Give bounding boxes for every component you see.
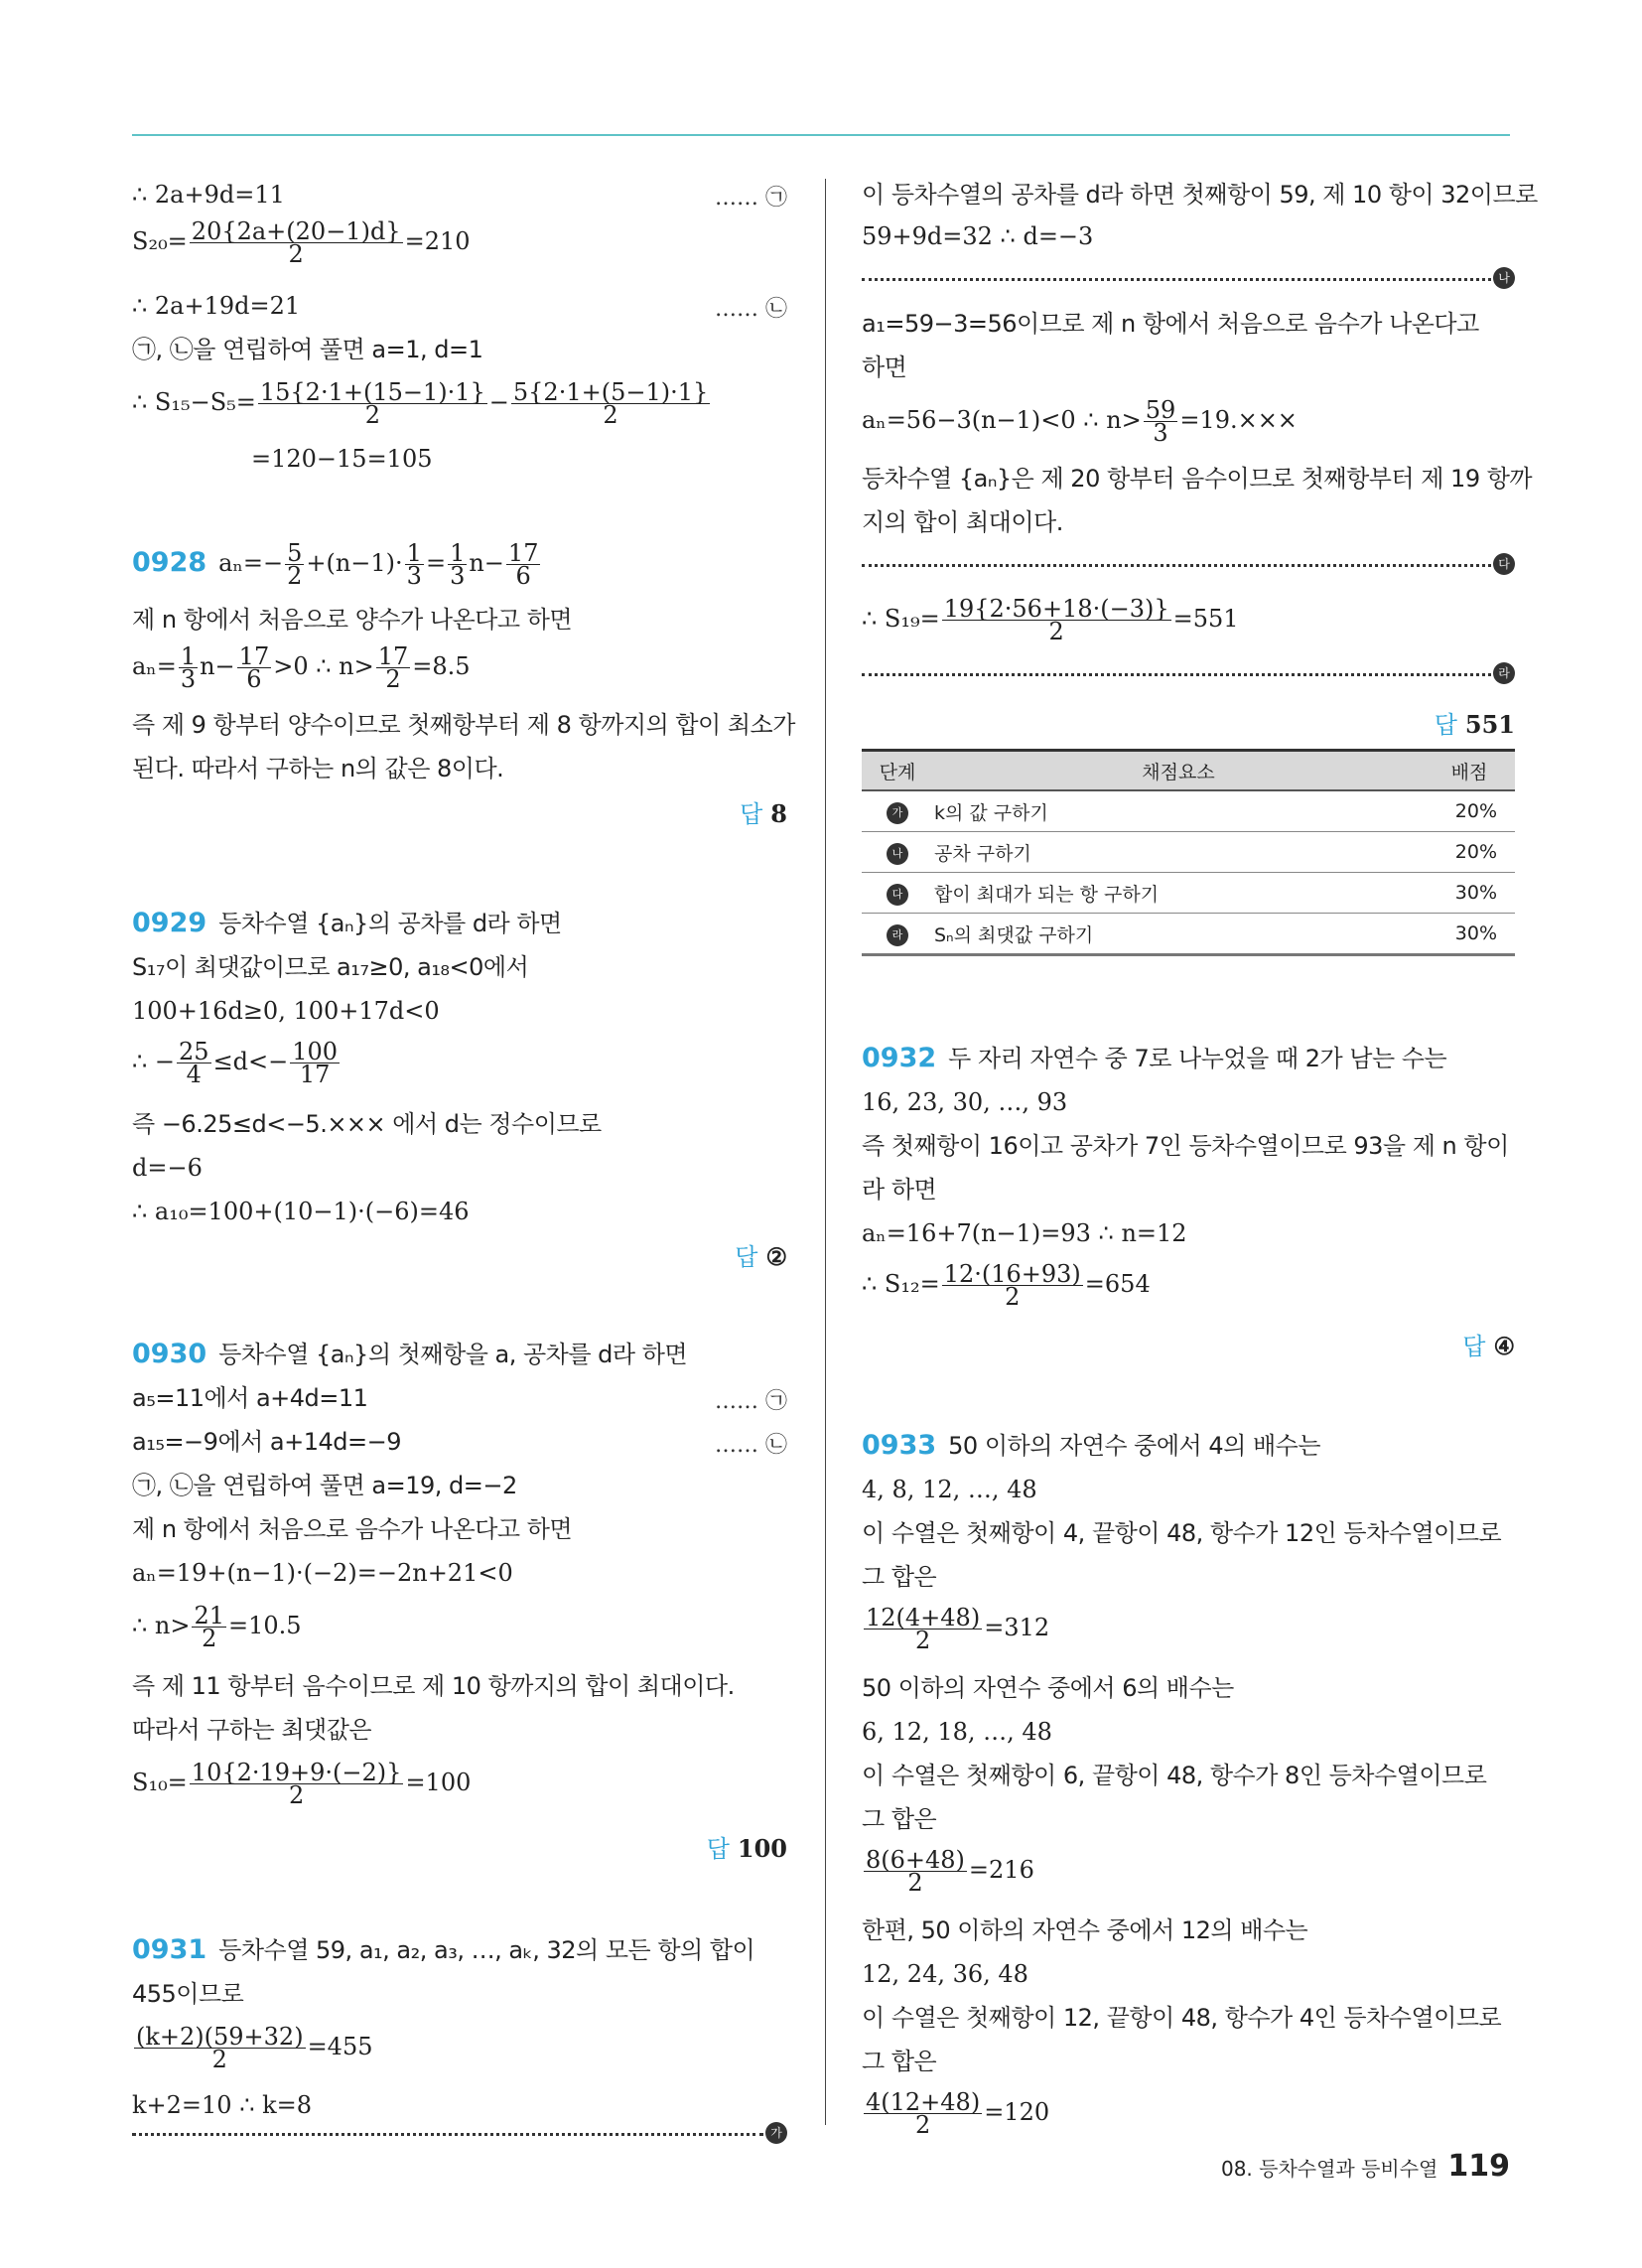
text-line: 이 수열은 첫째항이 6, 끝항이 48, 항수가 8인 등차수열이므로 [862, 1762, 1487, 1789]
table-row [862, 832, 1515, 873]
dotted-separator [132, 2133, 763, 2136]
text-line: a₅=11에서 a+4d=11 [132, 1384, 368, 1412]
scoring-table [862, 749, 1515, 956]
equation-marker: …… ㉡ [715, 297, 787, 322]
text-line: 하면 [862, 354, 907, 381]
table-cell: k의 값 구하기 [933, 790, 1424, 832]
dotted-separator [862, 564, 1491, 567]
text-line: ∴ S₁₂= $\frac{12\cdot(16+93)}{2}$ =654 [862, 1260, 1151, 1311]
text-line: 455이므로 [132, 1980, 244, 2008]
answer: 답 551 [1434, 710, 1515, 739]
step-marker: 라 [1493, 662, 1515, 684]
text-line: k+2=10 ∴ k=8 [132, 2091, 313, 2119]
answer: 답 8 [740, 799, 787, 828]
text-line: 등차수열 {aₙ}은 제 20 항부터 음수이므로 첫째항부터 제 19 항까 [862, 465, 1533, 493]
problem-0930-head: 0930 등차수열 {aₙ}의 첫째항을 a, 공차를 d라 하면 [132, 1339, 688, 1369]
text-line: a₁=59−3=56이므로 제 n 항에서 처음으로 음수가 나온다고 [862, 310, 1479, 338]
text-line: ㉠, ㉡을 연립하여 풀면 a=1, d=1 [132, 336, 483, 363]
problem-0931-head: 0931 등차수열 59, a₁, a₂, a₃, …, aₖ, 32의 모든 항의 합이 [132, 1934, 755, 1965]
text-line: 따라서 구하는 최댓값은 [132, 1716, 372, 1744]
text-line: 한편, 50 이하의 자연수 중에서 12의 배수는 [862, 1916, 1308, 1944]
table-row [862, 790, 1515, 832]
text-line: 12, 24, 36, 48 [862, 1960, 1028, 1988]
text-line: 이 등차수열의 공차를 d라 하면 첫째항이 59, 제 10 항이 32이므로 [862, 181, 1538, 209]
problem-0932-head: 0932 두 자리 자연수 중 7로 나누었을 때 2가 남는 수는 [862, 1043, 1447, 1073]
text-line: 6, 12, 18, …, 48 [862, 1718, 1052, 1746]
text-line: 지의 합이 최대이다. [862, 508, 1063, 536]
table-row [862, 914, 1515, 955]
problem-number: 0933 [862, 1430, 937, 1461]
page-number: 119 [1447, 2149, 1510, 2184]
table-header: 단계 [862, 751, 933, 791]
problem-0929-head: 0929 등차수열 {aₙ}의 공차를 d라 하면 [132, 908, 562, 938]
equation-marker: …… ㉠ [715, 186, 787, 211]
step-badge: 다 [887, 884, 908, 906]
step-badge: 라 [887, 924, 908, 946]
text-line: aₙ=56−3(n−1)<0 ∴ n> $\frac{59}{3}$ =19.××× [862, 396, 1298, 447]
text-line: S₁₇이 최댓값이므로 a₁₇≥0, a₁₈<0에서 [132, 953, 529, 981]
text-line: S₂₀= $\frac{20\{2a+(20-1)d\}}{2}$ =210 [132, 217, 471, 268]
equation-marker: …… ㉠ [715, 1389, 787, 1414]
text-line: 즉 −6.25≤d<−5.××× 에서 d는 정수이므로 [132, 1110, 602, 1138]
step-badge: 나 [887, 843, 908, 865]
text-line: 16, 23, 30, …, 93 [862, 1088, 1068, 1116]
step-badge: 가 [887, 802, 908, 824]
problem-number: 0932 [862, 1043, 937, 1073]
table-cell: 30% [1424, 914, 1515, 955]
problem-0933-head: 0933 50 이하의 자연수 중에서 4의 배수는 [862, 1430, 1321, 1461]
text-line: 이 수열은 첫째항이 12, 끝항이 48, 항수가 4인 등차수열이므로 [862, 2004, 1502, 2032]
fraction: $\frac{20\{2a+(20-1)d\}}{2}$ [191, 217, 401, 268]
text-line: 제 n 항에서 처음으로 양수가 나온다고 하면 [132, 606, 573, 634]
table-cell: Sₙ의 최댓값 구하기 [933, 914, 1424, 955]
text-line: $\frac{12(4+48)}{2}$ =312 [866, 1604, 1050, 1654]
text-line: S₁₀= $\frac{10\{2\cdot 19+9\cdot(-2)\}}{2}$ =100 [132, 1759, 472, 1809]
step-marker: 다 [1493, 553, 1515, 575]
text-line: 된다. 따라서 구하는 n의 값은 8이다. [132, 755, 504, 782]
text-line: $\frac{(k+2)(59+32)}{2}$ =455 [136, 2023, 373, 2073]
step-marker: 가 [765, 2122, 787, 2144]
problem-0928-head: 0928 aₙ=− $\frac{5}{2}$ +(n−1)· $\frac{1}{3}$ = $\frac{1}{3}$ n− $\frac{17}{6}$ [132, 539, 539, 590]
text-line: 4, 8, 12, …, 48 [862, 1476, 1037, 1503]
table-cell: 20% [1424, 832, 1515, 873]
answer: 답 ④ [1462, 1332, 1515, 1360]
text-line: 59+9d=32 ∴ d=−3 [862, 222, 1094, 250]
dotted-separator [862, 673, 1491, 676]
text-line: $\frac{8(6+48)}{2}$ =216 [866, 1846, 1034, 1897]
text-line: aₙ=19+(n−1)·(−2)=−2n+21<0 [132, 1559, 513, 1587]
text-line: 그 합은 [862, 1805, 937, 1833]
table-header: 배점 [1424, 751, 1515, 791]
text-line: aₙ= $\frac{1}{3}$ n− $\frac{17}{6}$ >0 ∴ n> $\frac{17}{2}$ =8.5 [132, 642, 471, 693]
text-line: 제 n 항에서 처음으로 음수가 나온다고 하면 [132, 1515, 573, 1543]
text-line: ∴ S₁₅−S₅= $\frac{15\{2\cdot 1+(15-1)\cdot 1\}}{2}$ − $\frac{5\{2\cdot 1+(5-1)\cdot 1\}}{2}$ [132, 378, 709, 429]
text-line: 즉 제 9 항부터 양수이므로 첫째항부터 제 8 항까지의 합이 최소가 [132, 711, 795, 739]
text-line: ∴ a₁₀=100+(10−1)·(−6)=46 [132, 1198, 470, 1225]
text-line: $\frac{4(12+48)}{2}$ =120 [866, 2088, 1050, 2139]
problem-number: 0930 [132, 1339, 207, 1369]
text-line: a₁₅=−9에서 a+14d=−9 [132, 1428, 402, 1456]
column-divider [825, 179, 826, 2125]
text-line: aₙ=16+7(n−1)=93 ∴ n=12 [862, 1219, 1187, 1247]
table-cell: 20% [1424, 790, 1515, 832]
text-line: 즉 제 11 항부터 음수이므로 제 10 항까지의 합이 최대이다. [132, 1672, 735, 1700]
table-row [862, 873, 1515, 914]
dotted-separator [862, 278, 1491, 281]
text-line: =120−15=105 [251, 445, 433, 473]
step-marker: 나 [1493, 267, 1515, 289]
text-line: ∴ 2a+9d=11 [132, 181, 285, 209]
problem-number: 0928 [132, 547, 207, 578]
text-line: 이 수열은 첫째항이 4, 끝항이 48, 항수가 12인 등차수열이므로 [862, 1519, 1502, 1547]
table-header: 채점요소 [933, 751, 1424, 791]
answer: 답 ② [735, 1242, 787, 1271]
text-line: 즉 첫째항이 16이고 공차가 7인 등차수열이므로 93을 제 n 항이 [862, 1132, 1509, 1160]
text-line: ∴ S₁₉= $\frac{19\{2\cdot 56+18\cdot(-3)\}}{2}$ =551 [862, 595, 1239, 645]
text-line: 라 하면 [862, 1176, 937, 1204]
table-cell: 합이 최대가 되는 항 구하기 [933, 873, 1424, 914]
header-rule [132, 134, 1510, 136]
equation-marker: …… ㉡ [715, 1433, 787, 1458]
text-line: 50 이하의 자연수 중에서 6의 배수는 [862, 1674, 1234, 1702]
text-line: 그 합은 [862, 2048, 937, 2075]
answer: 답 100 [706, 1834, 787, 1863]
table-cell: 공차 구하기 [933, 832, 1424, 873]
problem-number: 0929 [132, 908, 207, 938]
text-line: d=−6 [132, 1154, 203, 1182]
text-line: ∴ 2a+19d=21 [132, 292, 301, 320]
page-footer [1221, 2149, 1510, 2184]
text-line: ㉠, ㉡을 연립하여 풀면 a=19, d=−2 [132, 1472, 517, 1499]
chapter-title: 08. 등차수열과 등비수열 [1220, 2157, 1438, 2181]
text-line: 100+16d≥0, 100+17d<0 [132, 997, 440, 1025]
text-line: 그 합은 [862, 1563, 937, 1591]
text-line: ∴ − $\frac{25}{4}$ ≤d<− $\frac{100}{17}$ [132, 1038, 339, 1088]
table-cell: 30% [1424, 873, 1515, 914]
text-line: ∴ n> $\frac{21}{2}$ =10.5 [132, 1602, 302, 1652]
problem-number: 0931 [132, 1934, 207, 1965]
